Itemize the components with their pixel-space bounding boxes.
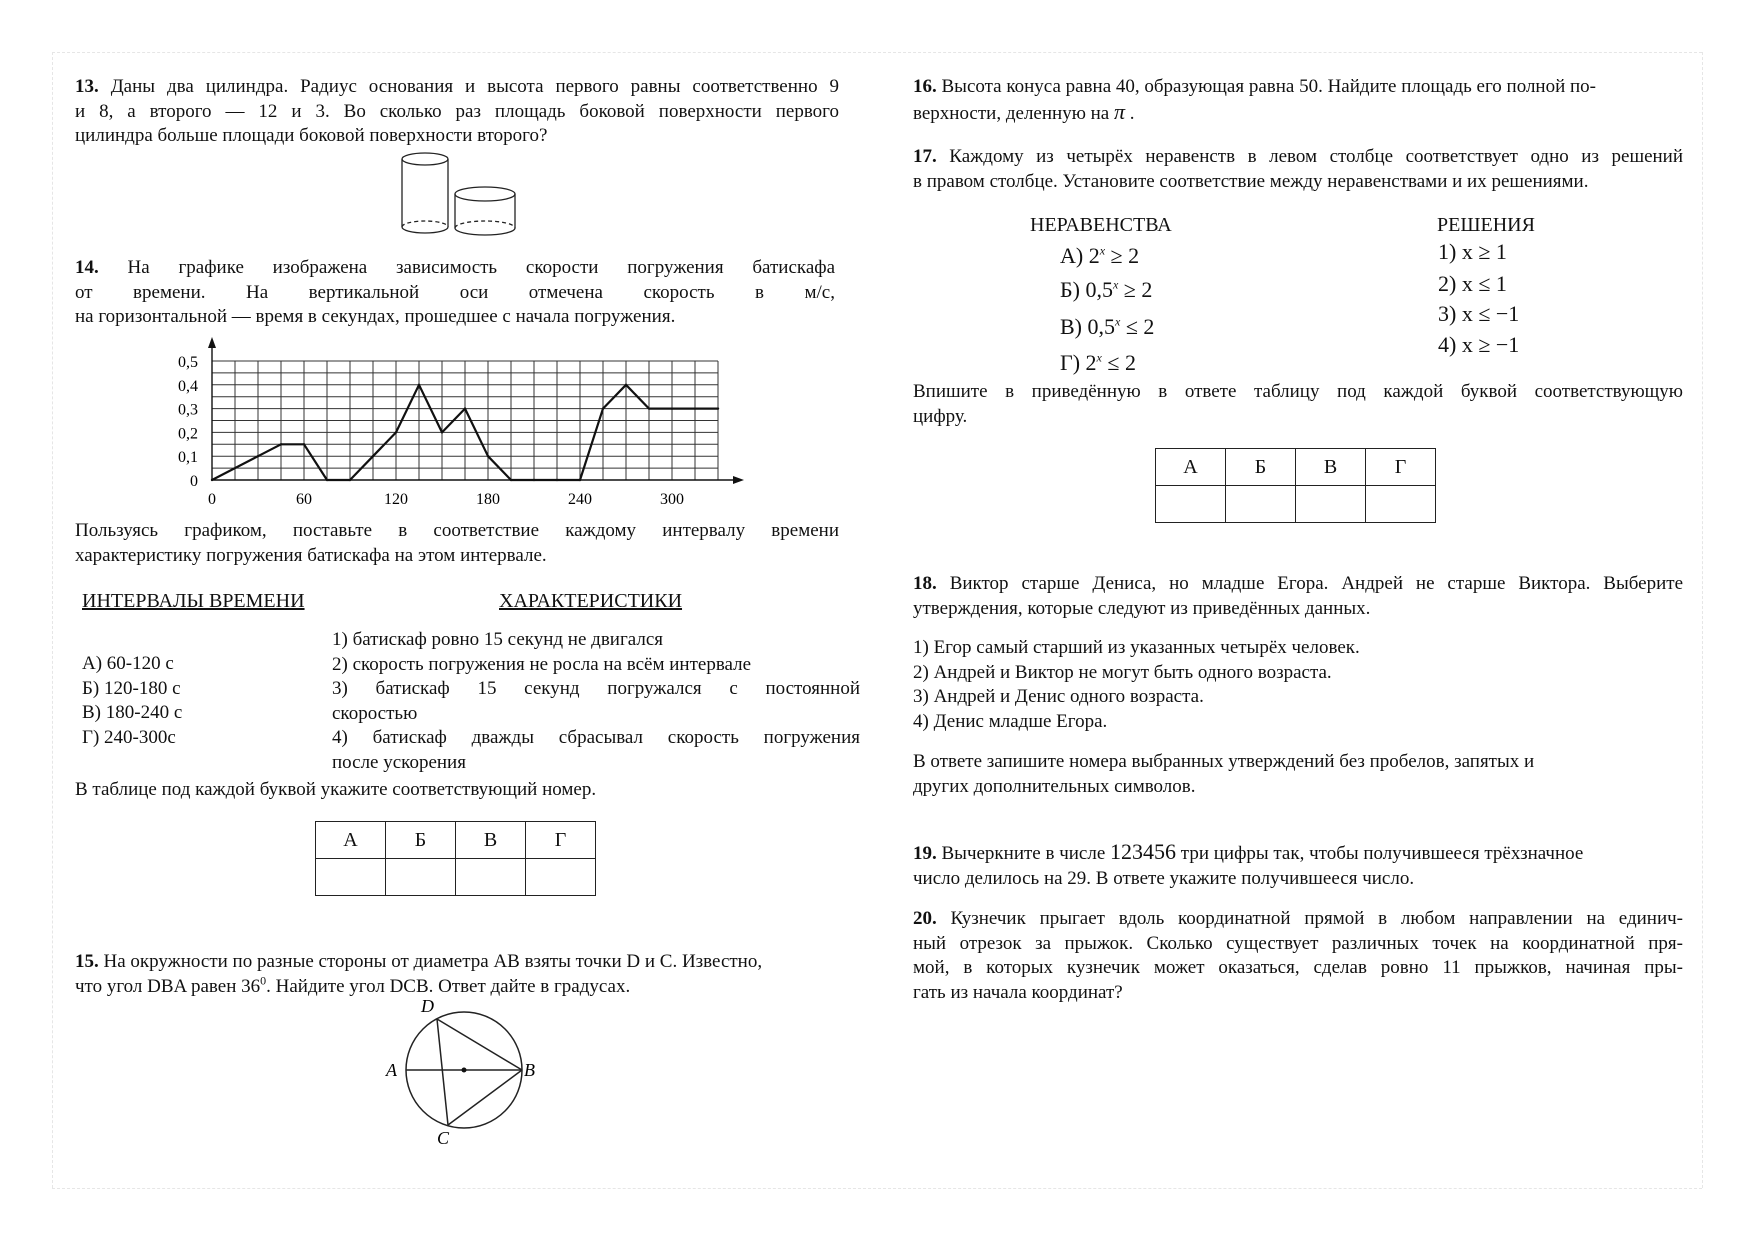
q14-characteristics-list [332, 628, 860, 775]
q14-answer-cell[interactable] [386, 859, 456, 896]
chart-point [671, 407, 673, 409]
q14-instruction-line-1: Пользуясь графиком, поставьте в соответствие каждому интервалу времени [75, 520, 839, 541]
chart-point [395, 431, 397, 433]
question-16 [913, 75, 1683, 126]
q17-answer-cell[interactable] [1156, 486, 1226, 523]
q17-table-header: Г [1366, 449, 1436, 486]
q14-table-header: Г [526, 822, 596, 859]
y-tick-label: 0,4 [178, 377, 198, 395]
q14-table-note: В таблице под каждой буквой укажите соответствующий номер. [75, 779, 597, 800]
question-15 [75, 950, 839, 999]
q13-line-3: цилиндра больше площади боковой поверхности второго? [75, 125, 548, 146]
x-tick-label: 120 [384, 491, 408, 508]
chart-axes [208, 337, 744, 484]
chord-db [437, 1019, 522, 1070]
q17-solutions-title: РЕШЕНИЯ [1437, 214, 1535, 236]
q14-table-header: Б [386, 822, 456, 859]
chart-point [717, 407, 719, 409]
q17-number: 17. [913, 146, 937, 167]
page-border-right [1702, 52, 1703, 1188]
solution-item: 1) x ≥ 1 [1438, 239, 1507, 264]
pi-symbol: π [1113, 98, 1126, 124]
q17-instruction-line-2: цифру. [913, 405, 968, 427]
x-tick-label: 0 [208, 491, 216, 508]
q14-line-1: 14. На графике изображена зависимость скорости погружения батискафа [75, 257, 836, 278]
chart-point [326, 479, 328, 481]
circle-figure [380, 998, 540, 1146]
page-border-bottom [52, 1188, 1702, 1189]
question-17 [913, 145, 1683, 194]
q17-line-1: 17. Каждому из четырёх неравенств в левом столбце соответствует одно из решений [913, 146, 1684, 167]
point-label-a: A [386, 1060, 397, 1080]
x-tick-label: 180 [476, 491, 500, 508]
chart-point [211, 479, 213, 481]
chord-dc [437, 1019, 448, 1125]
q14-table-header: В [456, 822, 526, 859]
q14-instruction [75, 519, 839, 568]
x-tick-label: 60 [296, 491, 312, 508]
y-tick-label: 0,1 [178, 449, 198, 467]
characteristic-item: 3) батискаф 15 секунд погружался с постоянной [332, 678, 860, 699]
page-border-left [52, 52, 53, 1188]
q18-number: 18. [913, 573, 937, 594]
q17-inequalities-title: НЕРАВЕНСТВА [1030, 214, 1172, 236]
question-13 [75, 75, 839, 149]
inequality-c: В) 0,5$^x$ ≤ 2 [1060, 314, 1155, 339]
solution-item: 4) x ≥ −1 [1438, 332, 1520, 357]
chart-point [303, 443, 305, 445]
q20-number: 20. [913, 908, 937, 929]
q15-number: 15. [75, 951, 99, 972]
q19-number: 19. [913, 843, 937, 864]
x-axis-arrow [733, 476, 744, 484]
characteristic-item: 4) батискаф дважды сбрасывал скорость погружения [332, 727, 860, 748]
q14-line-2: от времени. На вертикальной оси отмечена скорость в м/с, [75, 281, 835, 303]
cylinder-wide [455, 187, 515, 235]
y-tick-label: 0,2 [178, 425, 198, 443]
interval-item: Г) 240-300с [82, 726, 176, 748]
chart-x-ticks [208, 491, 684, 508]
q14-characteristics-title: ХАРАКТЕРИСТИКИ [499, 590, 683, 612]
q14-answer-table [315, 821, 596, 896]
question-14 [75, 256, 835, 330]
q20-line-2: ный отрезок за прыжок. Сколько существует различных точек на координатной пря- [913, 932, 1683, 954]
q19-line-1: 19. Вычеркните в числе 123456 три цифры так, чтобы получившееся трёхзначное [913, 839, 1584, 864]
inequality-a: А) 2$^x$ ≥ 2 [1060, 243, 1140, 268]
page-border-top [52, 52, 1702, 53]
q18-statements [913, 636, 1683, 734]
question-18 [913, 572, 1683, 621]
y-tick-label: 0,5 [178, 354, 198, 371]
q16-line-2: верхности, деленную на π . [913, 98, 1135, 124]
statement-item: 4) Денис младше Егора. [913, 710, 1108, 732]
chart-point [625, 384, 627, 386]
question-20 [913, 907, 1683, 1005]
point-label-c: C [437, 1128, 450, 1146]
q19-big-number: 123456 [1110, 839, 1177, 864]
chord-cb [448, 1070, 522, 1125]
characteristic-item-cont: скоростью [332, 702, 418, 724]
solution-item: 3) x ≤ −1 [1438, 301, 1520, 326]
q17-instruction-line-1: Впишите в приведённую в ответе таблицу под каждой буквой соответствующую [913, 381, 1683, 402]
q14-answer-cell[interactable] [456, 859, 526, 896]
chart-point [257, 455, 259, 457]
chart-point [464, 407, 466, 409]
q14-intervals-list [82, 652, 282, 750]
interval-item: В) 180-240 с [82, 702, 183, 723]
characteristic-item-cont: после ускорения [332, 751, 466, 773]
interval-item: Б) 120-180 с [82, 677, 181, 699]
q17-answer-cell[interactable] [1226, 486, 1296, 523]
q13-number: 13. [75, 76, 99, 97]
q14-intervals-title: ИНТЕРВАЛЫ ВРЕМЕНИ [82, 590, 305, 612]
q16-number: 16. [913, 76, 937, 97]
chart-point [648, 407, 650, 409]
q17-answer-cell[interactable] [1296, 486, 1366, 523]
statement-item: 3) Андрей и Денис одного возраста. [913, 686, 1204, 707]
q18-line-1: 18. Виктор старше Дениса, но младше Егора. Андрей не старше Виктора. Выберите [913, 573, 1684, 594]
q14-answer-cell[interactable] [316, 859, 386, 896]
q17-table-header: В [1296, 449, 1366, 486]
circle-center-dot [462, 1068, 467, 1073]
y-axis-arrow [208, 337, 216, 348]
statement-item: 2) Андрей и Виктор не могут быть одного возраста. [913, 661, 1332, 683]
characteristic-item: 1) батискаф ровно 15 секунд не двигался [332, 629, 664, 650]
chart-point [579, 479, 581, 481]
x-tick-label: 240 [568, 491, 592, 508]
q19-line-2: число делилось на 29. В ответе укажите получившееся число. [913, 867, 1415, 889]
q15-line-2: что угол DBA равен $36^0$. Найдите угол DCB. Ответ дайте в градусах. [75, 973, 631, 997]
chart-point [533, 479, 535, 481]
chart-point [602, 407, 604, 409]
point-label-d: D [421, 998, 434, 1016]
chart-y-ticks [178, 354, 198, 490]
chart-point [418, 384, 420, 386]
q13-line-2: и 8, а второго — 12 и 3. Во сколько раз площадь боковой поверхности первого [75, 100, 839, 122]
y-tick-label: 0 [190, 473, 198, 490]
q14-instruction-line-2: характеристику погружения батискафа на этом интервале. [75, 544, 547, 566]
q16-line-1: 16. Высота конуса равна 40, образующая равна 50. Найдите площадь его полной по- [913, 76, 1597, 97]
q17-answer-cell[interactable] [1366, 486, 1436, 523]
chart-point [510, 479, 512, 481]
inequality-b: Б) 0,5$^x$ ≥ 2 [1060, 277, 1153, 302]
chart-point [280, 443, 282, 445]
q14-line-3: на горизонтальной — время в секундах, прошедшее с начала погружения. [75, 306, 676, 327]
q20-line-3: мой, в которых кузнечик может оказаться, сделав ровно 11 прыжков, начиная пры- [913, 957, 1683, 978]
x-tick-label: 300 [660, 491, 684, 508]
q17-table-header: Б [1226, 449, 1296, 486]
characteristic-item: 2) скорость погружения не росла на всём интервале [332, 653, 752, 675]
q20-line-1: 20. Кузнечик прыгает вдоль координатной прямой в любом направлении на единич- [913, 908, 1684, 929]
q17-line-2: в правом столбце. Установите соответствие между неравенствами и их решениями. [913, 170, 1589, 192]
chart-point [441, 431, 443, 433]
interval-item: А) 60-120 с [82, 653, 174, 674]
question-19 [913, 840, 1683, 891]
q14-table-header: А [316, 822, 386, 859]
cylinder-tall [402, 153, 448, 233]
q18-note: В ответе запишите номера выбранных утверждений без пробелов, запятых и других дополнительных символов. [913, 751, 1535, 797]
q17-table-header: А [1156, 449, 1226, 486]
solution-item: 2) x ≤ 1 [1438, 271, 1507, 296]
chart-point [556, 479, 558, 481]
dive-speed-chart [160, 325, 760, 520]
q18-line-2: утверждения, которые следуют из приведённых данных. [913, 597, 1371, 619]
q14-answer-cell[interactable] [526, 859, 596, 896]
y-tick-label: 0,3 [178, 401, 198, 419]
q20-line-4: гать из начала координат? [913, 981, 1123, 1003]
statement-item: 1) Егор самый старший из указанных четырёх человек. [913, 637, 1360, 658]
q17-instruction [913, 380, 1683, 429]
chart-point [349, 479, 351, 481]
point-label-b: B [524, 1060, 535, 1080]
q14-number: 14. [75, 257, 99, 278]
q13-line-1: 13. Даны два цилиндра. Радиус основания и высота первого равны соответственно 9 [75, 76, 840, 97]
cylinders-figure [395, 148, 521, 236]
q17-answer-table [1155, 448, 1436, 523]
chart-grid [212, 361, 718, 480]
inequality-d: Г) 2$^x$ ≤ 2 [1060, 350, 1136, 375]
chart-point [372, 455, 374, 457]
chart-point [487, 455, 489, 457]
q15-line-1: 15. На окружности по разные стороны от диаметра AB взяты точки D и C. Известно, [75, 951, 763, 972]
